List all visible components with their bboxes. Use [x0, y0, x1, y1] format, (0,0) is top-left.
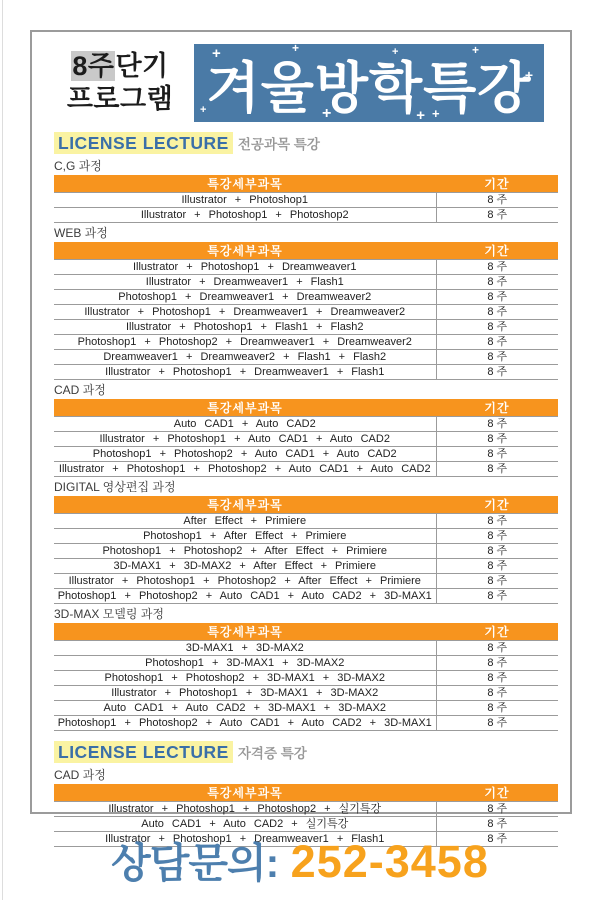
- column-header-duration: 기간: [436, 496, 558, 514]
- sparkle-icon: [322, 106, 332, 122]
- course-header-row: [54, 175, 558, 193]
- column-header-duration: 기간: [436, 623, 558, 641]
- course-row: [54, 208, 558, 223]
- sparkle-icon: [392, 47, 399, 58]
- column-header-subject: 특강세부과목: [54, 784, 436, 802]
- course-table: [54, 623, 558, 731]
- column-header-subject: 특강세부과목: [54, 242, 436, 260]
- lecture-title: LICENSE LECTURE: [54, 132, 233, 154]
- course-subject: Illustrator + Photoshop1 + Dreamweaver1 + Dreamweaver2: [54, 305, 436, 320]
- sparkle-icon: [472, 44, 480, 56]
- course-subject: Illustrator + Photoshop1 + Photoshop2: [54, 208, 436, 223]
- course-duration: 8 주: [436, 320, 558, 335]
- course-row: [54, 350, 558, 365]
- course-subject: Illustrator + Photoshop1 + 3D-MAX1 + 3D-MAX2: [54, 686, 436, 701]
- course-duration: 8 주: [436, 701, 558, 716]
- course-duration: 8 주: [436, 641, 558, 656]
- course-row: [54, 320, 558, 335]
- course-duration: 8 주: [436, 716, 558, 731]
- course-header-row: [54, 623, 558, 641]
- column-header-duration: 기간: [436, 784, 558, 802]
- course-row: [54, 365, 558, 380]
- course-table: [54, 242, 558, 380]
- course-subject: Illustrator + Photoshop1 + Auto CAD1 + Auto CAD2: [54, 432, 436, 447]
- course-duration: 8 주: [436, 305, 558, 320]
- sparkle-icon: [525, 68, 534, 82]
- course-name: WEB 과정: [54, 226, 108, 240]
- course-row: [54, 802, 558, 817]
- program-badge: [54, 44, 186, 122]
- course-table-head: [54, 399, 558, 417]
- course-table-body: [54, 641, 558, 731]
- course-duration: 8 주: [436, 462, 558, 477]
- course-duration: 8 주: [436, 432, 558, 447]
- course-subject: Illustrator + Photoshop1 + Flash1 + Flash2: [54, 320, 436, 335]
- column-header-subject: 특강세부과목: [54, 175, 436, 193]
- course-table-body: [54, 260, 558, 380]
- course-duration: 8 주: [436, 260, 558, 275]
- course-name: DIGITAL 영상편집 과정: [54, 480, 176, 494]
- course-table-body: [54, 193, 558, 223]
- course-row: [54, 716, 558, 731]
- course-duration: 8 주: [436, 365, 558, 380]
- course-subject: Illustrator + Photoshop1 + Photoshop2 + Auto CAD1 + Auto CAD2: [54, 462, 436, 477]
- course-row: [54, 290, 558, 305]
- column-header-duration: 기간: [436, 175, 558, 193]
- course-duration: 8 주: [436, 529, 558, 544]
- course-duration: 8 주: [436, 275, 558, 290]
- course-row: [54, 193, 558, 208]
- badge-highlight: 8주: [72, 51, 115, 82]
- course-subject: Illustrator + Photoshop1 + Photoshop2 + After Effect + Primiere: [54, 574, 436, 589]
- course-subject: Illustrator + Photoshop1: [54, 193, 436, 208]
- course-row: [54, 260, 558, 275]
- course-duration: 8 주: [436, 544, 558, 559]
- course-table: [54, 496, 558, 604]
- course-subject: Photoshop1 + Photoshop2 + 3D-MAX1 + 3D-MAX2: [54, 671, 436, 686]
- course-table-head: [54, 496, 558, 514]
- course-subject: Photoshop1 + Photoshop2 + Auto CAD1 + Auto CAD2 + 3D-MAX1: [54, 716, 436, 731]
- course-duration: 8 주: [436, 514, 558, 529]
- course-subject: Illustrator + Dreamweaver1 + Flash1: [54, 275, 436, 290]
- course-row: [54, 275, 558, 290]
- course-duration: 8 주: [436, 686, 558, 701]
- flyer-header: [54, 44, 558, 122]
- sparkle-icon: [432, 107, 441, 120]
- sparkle-icon: [212, 46, 222, 61]
- course-name: CAD 과정: [54, 383, 106, 397]
- course-header-row: [54, 784, 558, 802]
- course-duration: 8 주: [436, 447, 558, 462]
- course-subject: 3D-MAX1 + 3D-MAX2: [54, 641, 436, 656]
- course-duration: 8 주: [436, 832, 558, 847]
- course-duration: 8 주: [436, 290, 558, 305]
- sparkle-icon: [292, 42, 300, 54]
- lecture-title: LICENSE LECTURE: [54, 741, 233, 763]
- course-table-body: [54, 417, 558, 477]
- flyer-frame: [30, 30, 572, 845]
- course-subject: Photoshop1 + Photoshop2 + Auto CAD1 + Auto CAD2: [54, 447, 436, 462]
- course-row: [54, 544, 558, 559]
- course-row: [54, 574, 558, 589]
- course-row: [54, 671, 558, 686]
- course-subject: After Effect + Primiere: [54, 514, 436, 529]
- course-subject: Photoshop1 + Photoshop2 + Dreamweaver1 + Dreamweaver2: [54, 335, 436, 350]
- course-subject: Auto CAD1 + Auto CAD2 + 실기특강: [54, 817, 436, 832]
- course-subject: Auto CAD1 + Auto CAD2 + 3D-MAX1 + 3D-MAX2: [54, 701, 436, 716]
- course-subject: Photoshop1 + Photoshop2 + Auto CAD1 + Auto CAD2 + 3D-MAX1: [54, 589, 436, 604]
- course-subject: Illustrator + Photoshop1 + Dreamweaver1: [54, 260, 436, 275]
- course-table: [54, 175, 558, 223]
- course-table-head: [54, 242, 558, 260]
- course-subject: Dreamweaver1 + Dreamweaver2 + Flash1 + Flash2: [54, 350, 436, 365]
- course-subject: 3D-MAX1 + 3D-MAX2 + After Effect + Primiere: [54, 559, 436, 574]
- column-header-subject: 특강세부과목: [54, 623, 436, 641]
- course-row: [54, 656, 558, 671]
- course-row: [54, 432, 558, 447]
- course-duration: 8 주: [436, 817, 558, 832]
- course-row: [54, 514, 558, 529]
- course-duration: 8 주: [436, 574, 558, 589]
- course-row: [54, 589, 558, 604]
- course-table-head: [54, 175, 558, 193]
- badge-line1-rest: 단기: [115, 51, 169, 82]
- course-duration: 8 주: [436, 335, 558, 350]
- course-subject: Illustrator + Photoshop1 + Photoshop2 + 실기특강: [54, 802, 436, 817]
- column-header-duration: 기간: [436, 242, 558, 260]
- course-table: [54, 399, 558, 477]
- course-subject: Photoshop1 + Photoshop2 + After Effect + Primiere: [54, 544, 436, 559]
- lecture-groups: [54, 132, 558, 847]
- course-table-body: [54, 514, 558, 604]
- course-row: [54, 559, 558, 574]
- course-row: [54, 462, 558, 477]
- badge-line-2: 프로그램: [66, 84, 174, 114]
- course-duration: 8 주: [436, 417, 558, 432]
- course-duration: 8 주: [436, 656, 558, 671]
- course-row: [54, 701, 558, 716]
- sparkle-icon: [416, 108, 426, 123]
- course-header-row: [54, 496, 558, 514]
- course-row: [54, 305, 558, 320]
- title-banner: [194, 44, 544, 122]
- course-duration: 8 주: [436, 802, 558, 817]
- course-subject: Photoshop1 + Dreamweaver1 + Dreamweaver2: [54, 290, 436, 305]
- sparkle-icon: [200, 105, 207, 116]
- column-header-duration: 기간: [436, 399, 558, 417]
- badge-line-1: [54, 50, 186, 83]
- course-subject: Photoshop1 + 3D-MAX1 + 3D-MAX2: [54, 656, 436, 671]
- course-name: CAD 과정: [54, 768, 106, 782]
- banner-title: 겨울방학특강: [206, 56, 532, 119]
- course-header-row: [54, 242, 558, 260]
- course-header-row: [54, 399, 558, 417]
- course-duration: 8 주: [436, 193, 558, 208]
- course-row: [54, 417, 558, 432]
- contact-label: 상담문의:: [111, 840, 279, 886]
- contact-line: [0, 830, 600, 889]
- course-duration: 8 주: [436, 350, 558, 365]
- course-duration: 8 주: [436, 589, 558, 604]
- course-row: [54, 335, 558, 350]
- column-header-subject: 특강세부과목: [54, 399, 436, 417]
- course-table-head: [54, 784, 558, 802]
- course-subject: Illustrator + Photoshop1 + Dreamweaver1 + Flash1: [54, 832, 436, 847]
- course-subject: Photoshop1 + After Effect + Primiere: [54, 529, 436, 544]
- course-duration: 8 주: [436, 559, 558, 574]
- course-duration: 8 주: [436, 671, 558, 686]
- lecture-heading: [54, 132, 558, 156]
- course-name: 3D-MAX 모델링 과정: [54, 607, 164, 621]
- column-header-subject: 특강세부과목: [54, 496, 436, 514]
- lecture-subtitle: 전공과목 특강: [237, 137, 320, 152]
- course-row: [54, 529, 558, 544]
- course-subject: Illustrator + Photoshop1 + Dreamweaver1 + Flash1: [54, 365, 436, 380]
- lecture-heading: [54, 741, 558, 765]
- course-subject: Auto CAD1 + Auto CAD2: [54, 417, 436, 432]
- course-duration: 8 주: [436, 208, 558, 223]
- course-row: [54, 686, 558, 701]
- course-table-head: [54, 623, 558, 641]
- course-name: C,G 과정: [54, 159, 102, 173]
- course-row: [54, 641, 558, 656]
- lecture-subtitle: 자격증 특강: [237, 746, 307, 761]
- contact-phone: 252-3458: [290, 836, 489, 887]
- course-row: [54, 447, 558, 462]
